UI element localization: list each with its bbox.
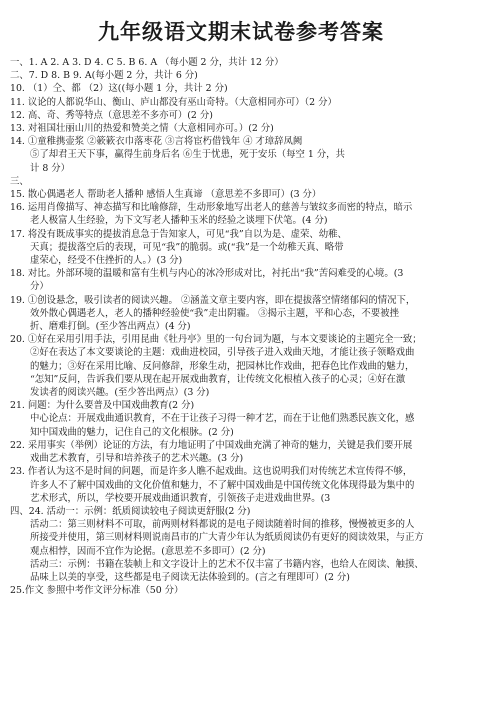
answer-line: ②好在表达了本文要谈论的主题：戏曲进校园，引导孩子进入戏曲天地，才能让孩子领略戏曲 [30,347,415,359]
answer-line: 的魅力；③好在采用比喻、反问修辞，形象生动，把园林比作戏曲，把春色比作戏曲的魅力， [30,360,415,372]
answer-line: 观点相悖，因而不宜作为论据。(意思差不多即可）(2 分) [30,545,266,557]
answer-line: 10. （1）仝、都 （2）这((每小题 1 分，共计 2 分) [10,83,228,95]
answer-line: 三、 [10,175,29,187]
answer-line: 25.作文 参照中考作文评分标准（50 分） [10,585,184,597]
answer-line: 计 8 分） [30,162,71,174]
answer-line: 艺术形式，所以，学校要开展戏曲通识教育，引领孩子走进戏曲世界。(3 [30,492,331,504]
answer-line: 知中国戏曲的魅力，记住自己的文化根脉。(2 分) [30,426,234,438]
answer-line: 14. ①童稚携壶浆 ②簌簌衣巾落枣花 ③言将宦朽借钱年 ④ 才璋辞凤阙 [10,136,303,148]
answer-line: ⑤了却君王天下事，赢得生前身后名 ⑥生于忧患，死于安乐（每空 1 分，共 [30,149,345,161]
answer-line: 15. 散心偶遇老人 帮助老人播种 感悟人生真谛 （意思差不多即可）(3 分） [10,189,322,201]
page-title: 九年级语文期末试卷参考答案 [98,20,384,44]
answer-line: 四、24. 活动一：示例：纸质阅读较电子阅读更舒服(2 分) [10,505,251,517]
answer-lines [10,56,472,597]
answer-line: 活动三：示例：书籍在装帧上和文字设计上的艺术不仅丰富了书籍内容，也给人在阅读、触摸、 [30,558,424,570]
answer-line: 12. 高、奇、秀等特点（意思差不多亦可）(2 分) [10,109,213,121]
answer-line: 20. ①好在采用引用手法，引用昆曲《牡丹亭》里的一句台词为题，与本文要谈论的主题完全一致； [10,334,422,346]
answer-line: 戏曲艺术教育，引导和培养孩子的艺术兴趣。(3 分) [30,453,244,465]
answer-line: 23. 作者认为这不是时间的问题，而是许多人瞧不起戏曲。这也说明我们对传统艺术宣传得不够， [10,466,413,478]
answer-line: 二、7. D 8. B 9. A(每小题 2 分，共计 6 分) [10,70,198,82]
answer-line: 活动二：第三则材料不可取，前两则材料都说的是电子阅读随着时间的推移，慢慢被更多的人 [30,519,415,531]
answer-line: 所接受并使用，第三则材料则说南昌市的广大青少年认为纸质阅读仍有更好的阅读效果，与正方 [30,532,424,544]
answer-line: 中心论点：开展戏曲通识教育，不在于让孩子习得一种才艺，而在于让他们熟悉民族文化，感 [30,413,415,425]
answer-line: “怎知”反问，告诉我们要从现在起开展戏曲教育，让传统文化根植入孩子的心灵；④好在激 [30,373,406,385]
answer-line: 天真；提拔落空后的表现，可见“我”的脆弱。或(“我”是一个幼稚天真、略带 [30,241,344,253]
answer-line: 发读者的阅读兴趣。(至少答出两点）(3 分) [30,387,210,399]
answer-line: 品味上以美的享受，这些都是电子阅读无法体验到的。(言之有理即可）(2 分) [30,571,350,583]
answer-line: 许多人不了解中国戏曲的文化价值和魅力，不了解中国戏曲是中国传统文化体现得最为集中的 [30,479,415,491]
answer-line: 17. 将没有既成事实的提拔消息急于告知家人，可见“我”自以为是、虚荣、幼稚、 [10,228,347,240]
answer-line: 效外散心偶遇老人，老人的播种经验使“我”走出阴霾。 ③揭示主题，平和心态，不要被挫 [30,307,399,319]
answer-line: 19. ①创设悬念，吸引读者的阅读兴趣。 ②涵盖文章主要内容，即在提拔落空情绪郁闷的情况下， [10,294,416,306]
answer-line: 11. 议论的人都说华山、衡山、庐山都没有巫山奇特。（大意相同亦可）（2 分） [10,96,337,108]
answer-line: 22. 采用事实（举例）论证的方法，有力地证明了中国戏曲充满了神奇的魅力，关键是我们要开展 [10,439,413,451]
answer-line: 分） [30,281,49,293]
answer-line: 一、1. A 2. A 3. D 4. C 5. B 6. A （每小题 2 分，共计 12 分） [10,57,284,68]
answer-line: 16. 运用肖像描写、神态描写和比喻修辞，生动形象地写出老人的慈善与皱纹多而密的特点，暗示 [10,202,413,214]
answer-line: 13. 对祖国壮丽山川的热爱和赞美之情（大意相同亦可。）(2 分) [10,123,274,135]
answer-line: 21. 问题：为什么要普及中国戏曲教育(2 分) [10,400,195,412]
answer-line: 18. 对比。外部环境的温暖和富有生机与内心的冰冷形成对比，衬托出“我”苦闷难受的心境。(3 [10,268,404,280]
answer-line: 折、磨难打倒。(至少答出两点）(4 分) [30,321,191,333]
answer-line: 老人极富人生经验，为下文写老人播种玉米的经验之谈埋下伏笔。(4 分) [30,215,328,227]
answer-line: 虚荣心，经受不住挫折的人。）(3 分) [30,255,183,267]
